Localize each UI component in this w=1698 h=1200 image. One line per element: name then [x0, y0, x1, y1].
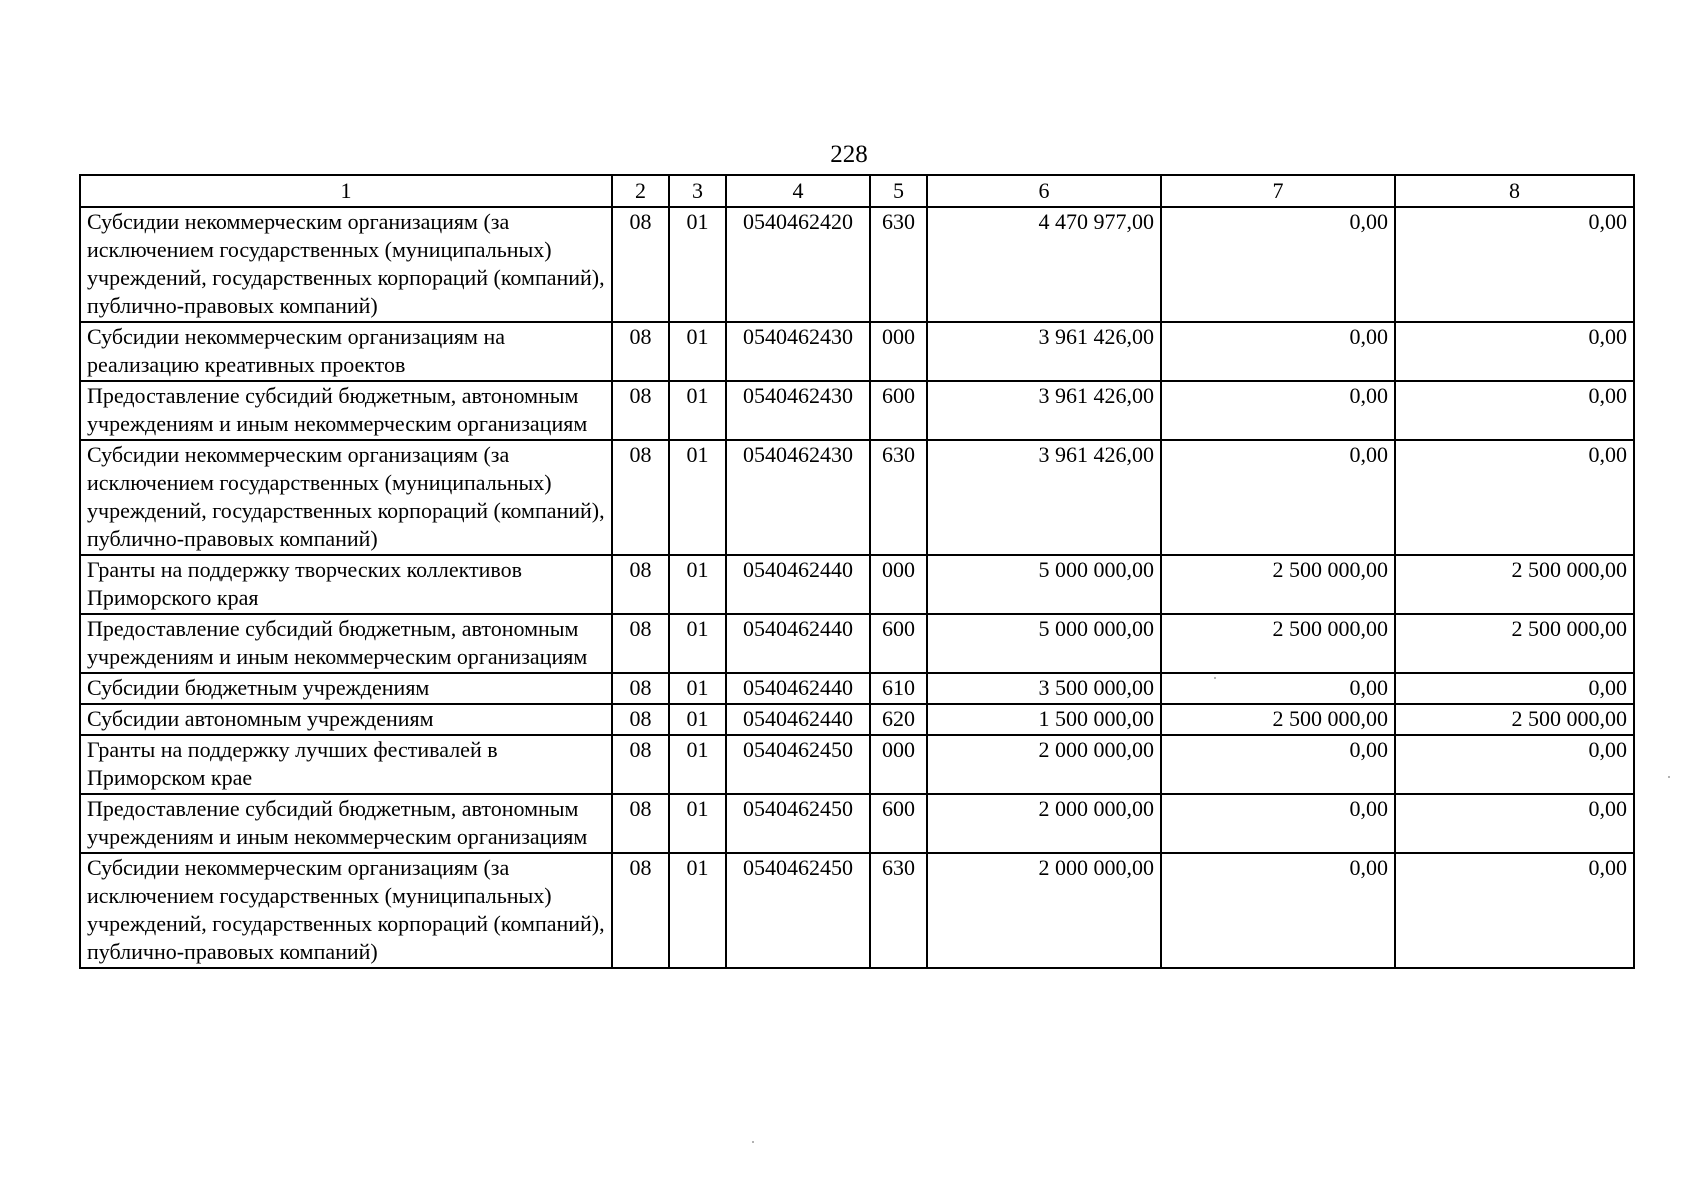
row-name: Предоставление субсидий бюджетным, автономным учреждениям и иным некоммерческим организациям [80, 794, 612, 853]
row-amount-col6: 3 961 426,00 [927, 381, 1161, 440]
row-subsection-code: 01 [669, 704, 726, 735]
table-row [80, 440, 1634, 555]
row-name: Субсидии бюджетным учреждениям [80, 673, 612, 704]
row-target-code: 0540462440 [726, 614, 870, 673]
row-subsection-code: 01 [669, 555, 726, 614]
row-subsection-code: 01 [669, 322, 726, 381]
row-amount-col8: 0,00 [1395, 322, 1634, 381]
row-subsection-code: 01 [669, 794, 726, 853]
row-expense-type-code: 600 [870, 614, 927, 673]
row-amount-col8: 0,00 [1395, 381, 1634, 440]
row-section-code: 08 [612, 614, 669, 673]
table-row [80, 381, 1634, 440]
row-amount-col7: 0,00 [1161, 440, 1395, 555]
row-name: Субсидии автономным учреждениям [80, 704, 612, 735]
row-section-code: 08 [612, 440, 669, 555]
row-amount-col6: 4 470 977,00 [927, 207, 1161, 322]
row-name: Предоставление субсидий бюджетным, автономным учреждениям и иным некоммерческим организациям [80, 381, 612, 440]
row-amount-col6: 5 000 000,00 [927, 555, 1161, 614]
row-amount-col8: 0,00 [1395, 440, 1634, 555]
table-row [80, 794, 1634, 853]
table-row [80, 853, 1634, 968]
row-target-code: 0540462450 [726, 794, 870, 853]
row-name: Субсидии некоммерческим организациям (за исключением государственных (муниципальных) учреждений, государственных корпораций (компаний), публично-правовых компаний) [80, 440, 612, 555]
column-header-6: 6 [927, 175, 1161, 207]
row-section-code: 08 [612, 794, 669, 853]
row-amount-col7: 2 500 000,00 [1161, 614, 1395, 673]
row-expense-type-code: 620 [870, 704, 927, 735]
row-amount-col6: 2 000 000,00 [927, 853, 1161, 968]
row-amount-col7: 2 500 000,00 [1161, 555, 1395, 614]
row-expense-type-code: 000 [870, 735, 927, 794]
row-amount-col7: 0,00 [1161, 853, 1395, 968]
table-row [80, 614, 1634, 673]
row-section-code: 08 [612, 381, 669, 440]
row-subsection-code: 01 [669, 673, 726, 704]
row-amount-col6: 1 500 000,00 [927, 704, 1161, 735]
row-subsection-code: 01 [669, 614, 726, 673]
row-target-code: 0540462440 [726, 704, 870, 735]
row-amount-col8: 2 500 000,00 [1395, 704, 1634, 735]
row-name: Субсидии некоммерческим организациям (за исключением государственных (муниципальных) учреждений, государственных корпораций (компаний), публично-правовых компаний) [80, 853, 612, 968]
scan-dust-mark [752, 1141, 754, 1143]
row-target-code: 0540462440 [726, 673, 870, 704]
row-target-code: 0540462430 [726, 322, 870, 381]
row-subsection-code: 01 [669, 381, 726, 440]
row-section-code: 08 [612, 207, 669, 322]
row-amount-col8: 2 500 000,00 [1395, 555, 1634, 614]
row-amount-col6: 2 000 000,00 [927, 735, 1161, 794]
row-name: Предоставление субсидий бюджетным, автономным учреждениям и иным некоммерческим организациям [80, 614, 612, 673]
row-subsection-code: 01 [669, 207, 726, 322]
row-expense-type-code: 610 [870, 673, 927, 704]
row-subsection-code: 01 [669, 853, 726, 968]
row-subsection-code: 01 [669, 735, 726, 794]
row-target-code: 0540462420 [726, 207, 870, 322]
column-header-1: 1 [80, 175, 612, 207]
row-amount-col7: 0,00 [1161, 207, 1395, 322]
row-target-code: 0540462450 [726, 735, 870, 794]
row-name: Субсидии некоммерческим организациям на реализацию креативных проектов [80, 322, 612, 381]
row-name: Субсидии некоммерческим организациям (за исключением государственных (муниципальных) учреждений, государственных корпораций (компаний), публично-правовых компаний) [80, 207, 612, 322]
row-amount-col8: 0,00 [1395, 735, 1634, 794]
budget-table [79, 174, 1635, 969]
row-amount-col6: 3 500 000,00 [927, 673, 1161, 704]
row-section-code: 08 [612, 673, 669, 704]
row-amount-col7: 2 500 000,00 [1161, 704, 1395, 735]
row-amount-col6: 3 961 426,00 [927, 322, 1161, 381]
row-subsection-code: 01 [669, 440, 726, 555]
row-amount-col6: 5 000 000,00 [927, 614, 1161, 673]
column-header-2: 2 [612, 175, 669, 207]
table-header-row [80, 175, 1634, 207]
column-header-3: 3 [669, 175, 726, 207]
scan-dust-mark [1668, 776, 1670, 778]
row-target-code: 0540462430 [726, 440, 870, 555]
row-target-code: 0540462440 [726, 555, 870, 614]
row-section-code: 08 [612, 704, 669, 735]
row-expense-type-code: 600 [870, 794, 927, 853]
table-row [80, 735, 1634, 794]
column-header-8: 8 [1395, 175, 1634, 207]
scan-dust-mark [1214, 677, 1216, 679]
row-amount-col8: 0,00 [1395, 853, 1634, 968]
table-row [80, 322, 1634, 381]
row-expense-type-code: 000 [870, 322, 927, 381]
row-amount-col8: 0,00 [1395, 207, 1634, 322]
row-name: Гранты на поддержку творческих коллективов Приморского края [80, 555, 612, 614]
row-amount-col7: 0,00 [1161, 322, 1395, 381]
row-expense-type-code: 600 [870, 381, 927, 440]
row-expense-type-code: 630 [870, 853, 927, 968]
row-amount-col6: 3 961 426,00 [927, 440, 1161, 555]
row-amount-col8: 2 500 000,00 [1395, 614, 1634, 673]
table-row [80, 555, 1634, 614]
row-amount-col7: 0,00 [1161, 735, 1395, 794]
page-number: 228 [830, 141, 868, 168]
row-expense-type-code: 630 [870, 207, 927, 322]
row-expense-type-code: 000 [870, 555, 927, 614]
row-expense-type-code: 630 [870, 440, 927, 555]
row-section-code: 08 [612, 322, 669, 381]
row-section-code: 08 [612, 735, 669, 794]
row-section-code: 08 [612, 555, 669, 614]
row-amount-col8: 0,00 [1395, 794, 1634, 853]
row-name: Гранты на поддержку лучших фестивалей в Приморском крае [80, 735, 612, 794]
row-target-code: 0540462450 [726, 853, 870, 968]
column-header-7: 7 [1161, 175, 1395, 207]
column-header-4: 4 [726, 175, 870, 207]
row-amount-col7: 0,00 [1161, 794, 1395, 853]
table-row [80, 673, 1634, 704]
table-row [80, 704, 1634, 735]
row-amount-col7: 0,00 [1161, 673, 1395, 704]
row-amount-col6: 2 000 000,00 [927, 794, 1161, 853]
table-row [80, 207, 1634, 322]
column-header-5: 5 [870, 175, 927, 207]
row-amount-col8: 0,00 [1395, 673, 1634, 704]
row-amount-col7: 0,00 [1161, 381, 1395, 440]
row-section-code: 08 [612, 853, 669, 968]
row-target-code: 0540462430 [726, 381, 870, 440]
